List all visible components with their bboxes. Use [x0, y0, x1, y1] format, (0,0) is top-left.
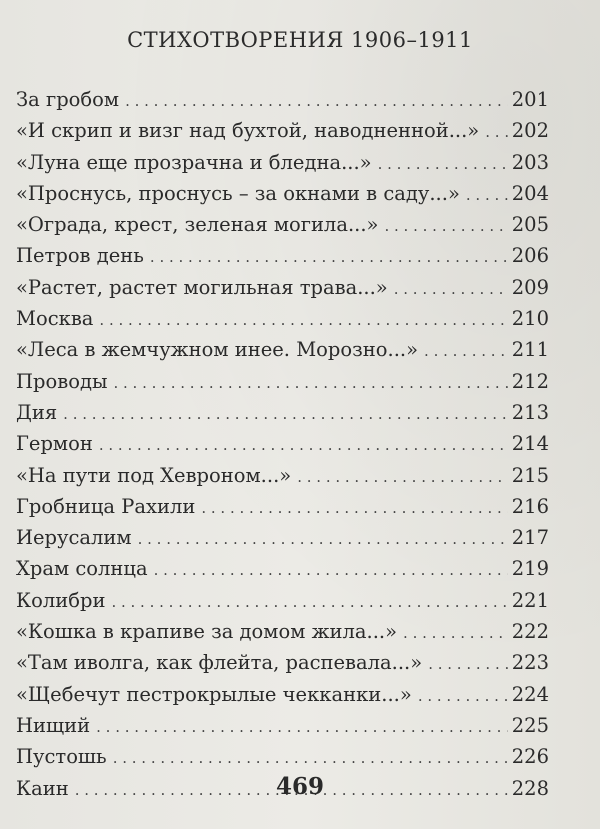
toc-entry-title: Гробница Рахили: [16, 494, 196, 518]
toc-entry: [16, 209, 549, 240]
toc-entry-page: 214: [511, 432, 549, 456]
toc-entry: [16, 147, 549, 178]
toc-entry-page: 222: [511, 620, 549, 644]
toc-entry: [16, 240, 549, 271]
toc-entry-page: 215: [511, 463, 549, 487]
toc-entry-title: «Растет, растет могильная трава...»: [16, 275, 388, 299]
toc-entry-page: 216: [511, 494, 549, 518]
dot-leader: [424, 336, 508, 367]
toc-entry-page: 223: [511, 651, 549, 675]
toc-entry-page: 226: [511, 745, 549, 769]
dot-leader: [466, 180, 508, 211]
dot-leader: [384, 211, 507, 242]
dot-leader: [418, 681, 508, 712]
toc-entry: [16, 366, 549, 397]
toc-entry-page: 204: [511, 181, 549, 205]
toc-entry-title: Москва: [16, 307, 94, 331]
toc-entry: [16, 647, 549, 678]
dot-leader: [154, 555, 508, 586]
toc-entry-title: «Кошка в крапиве за домом жила...»: [16, 620, 398, 644]
toc-entry-page: 206: [511, 244, 549, 268]
dot-leader: [394, 274, 508, 305]
toc-entry-title: Дия: [16, 400, 58, 424]
dot-leader: [99, 305, 507, 336]
toc-entry-page: 225: [511, 713, 549, 737]
toc-entry-title: За гробом: [16, 88, 120, 111]
toc-entry: [16, 115, 549, 146]
toc-entry-title: «Ограда, крест, зеленая могила...»: [16, 213, 379, 237]
dot-leader: [63, 399, 508, 430]
toc-entry-page: 219: [511, 557, 549, 581]
toc-entry-title: Пустошь: [16, 745, 107, 769]
toc-entry-page: 228: [511, 776, 549, 800]
toc-entry: [16, 178, 549, 209]
toc-entry-title: «Луна еще прозрачна и бледна...»: [16, 150, 372, 174]
dot-leader: [428, 649, 508, 680]
toc-entry-title: Колибри: [16, 588, 106, 612]
toc-entry-page: 201: [511, 88, 549, 111]
toc-entry-title: Гермон: [16, 432, 93, 456]
dot-leader: [111, 587, 507, 618]
dot-leader: [403, 618, 508, 649]
toc-entry-page: 217: [511, 526, 549, 550]
table-of-contents: [16, 84, 549, 804]
dot-leader: [125, 86, 508, 117]
toc-entry-page: 211: [511, 338, 549, 362]
toc-entry-page: 224: [511, 682, 549, 706]
toc-entry-title: Каин: [16, 776, 69, 800]
toc-entry: [16, 334, 549, 365]
dot-leader: [99, 430, 508, 461]
toc-entry-title: Проводы: [16, 369, 108, 393]
toc-entry: [16, 428, 549, 459]
page-number: 469: [275, 773, 324, 800]
toc-entry-title: Иерусалим: [16, 526, 132, 550]
dot-leader: [113, 368, 507, 399]
toc-entry: [16, 679, 549, 710]
toc-entry-page: 210: [511, 307, 549, 331]
toc-entry-page: 213: [511, 400, 549, 424]
toc-entry-page: 202: [511, 119, 549, 143]
toc-entry: [16, 272, 549, 303]
toc-entry-title: «Там иволга, как флейта, распевала...»: [16, 651, 423, 675]
toc-entry-page: 205: [511, 213, 549, 237]
toc-entry-title: «Леса в жемчужном инее. Морозно...»: [16, 338, 419, 362]
toc-entry: [16, 84, 549, 115]
toc-entry-page: 203: [511, 150, 549, 174]
toc-entry-page: 212: [511, 369, 549, 393]
toc-entry-page: 209: [511, 275, 549, 299]
dot-leader: [150, 242, 508, 273]
toc-entry: [16, 553, 549, 584]
toc-entry: [16, 397, 549, 428]
toc-entry-title: Нищий: [16, 713, 91, 737]
toc-entry-title: «На пути под Хевроном...»: [16, 463, 292, 487]
section-heading: СТИХОТВОРЕНИЯ 1906–1911: [127, 28, 473, 52]
dot-leader: [113, 743, 508, 774]
toc-entry: [16, 491, 549, 522]
toc-entry-title: Петров день: [16, 244, 144, 268]
dot-leader: [297, 462, 508, 493]
toc-entry: [16, 741, 549, 772]
toc-entry-title: Храм солнца: [16, 557, 148, 581]
dot-leader: [378, 149, 508, 180]
dot-leader: [485, 117, 508, 148]
toc-entry-title: «Проснусь, проснусь – за окнами в саду...»: [16, 181, 460, 205]
toc-entry-title: «Щебечут пестрокрылые чекканки...»: [16, 682, 412, 706]
toc-entry: [16, 710, 549, 741]
toc-entry: [16, 585, 549, 616]
toc-entry-page: 221: [511, 588, 549, 612]
dot-leader: [96, 712, 508, 743]
toc-entry-title: «И скрип и визг над бухтой, наводненной...»: [16, 119, 480, 143]
dot-leader: [138, 524, 508, 555]
toc-entry: [16, 616, 549, 647]
toc-entry: [16, 460, 549, 491]
toc-entry: [16, 522, 549, 553]
toc-entry: [16, 303, 549, 334]
dot-leader: [201, 493, 507, 524]
